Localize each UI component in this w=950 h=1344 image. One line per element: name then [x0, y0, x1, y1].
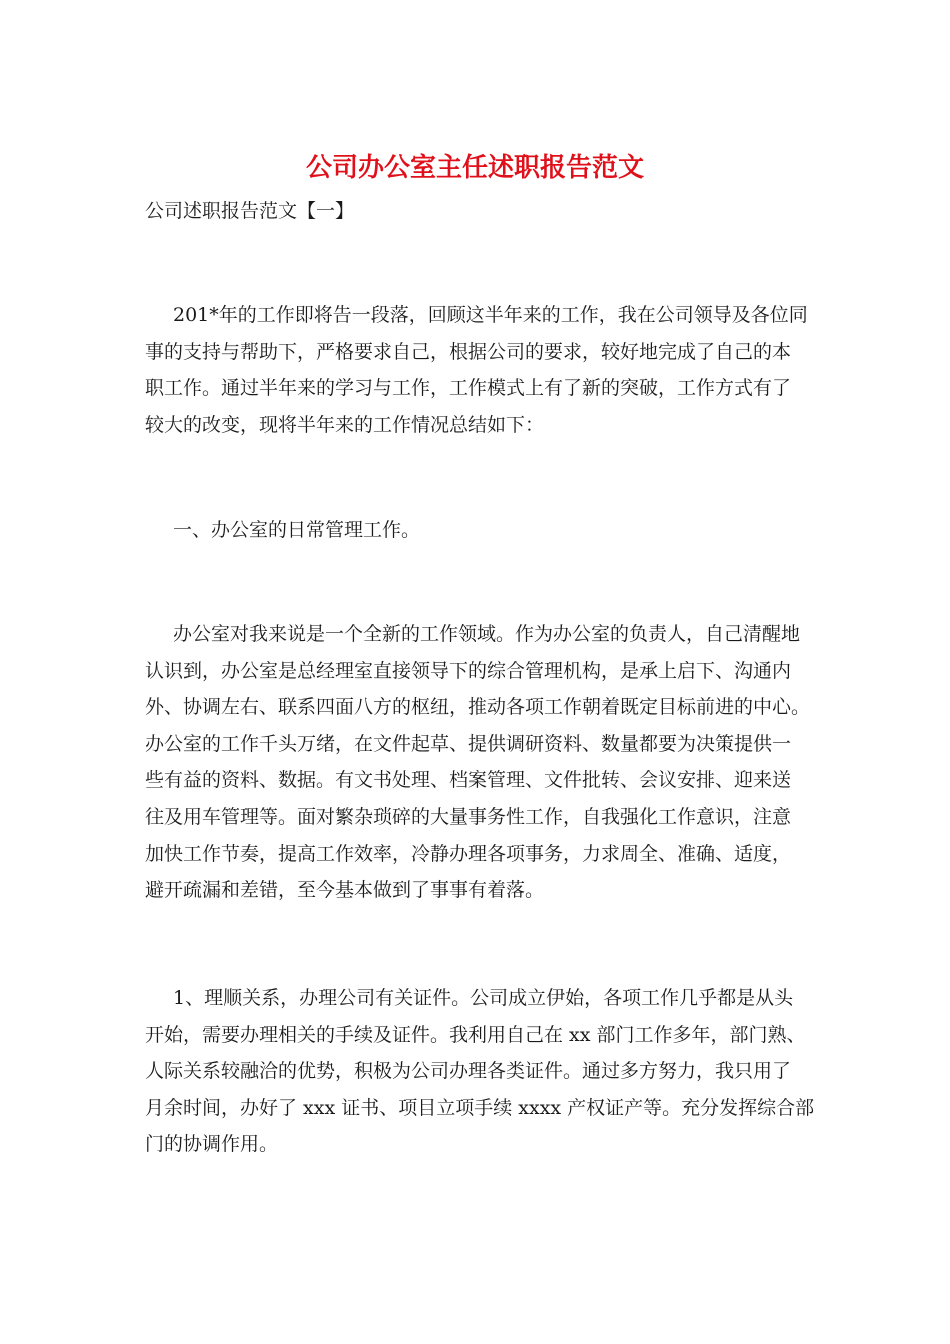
paragraph-intro	[145, 297, 810, 443]
paragraph-line: 门的协调作用。	[145, 1133, 279, 1156]
paragraph-line: 职工作。通过半年来的学习与工作，工作模式上有了新的突破，工作方式有了	[145, 377, 792, 400]
paragraph-certificates	[145, 980, 815, 1163]
section-heading-daily-management	[145, 512, 810, 549]
paragraph-line: 月余时间，办好了 xxx 证书、项目立项手续 xxxx 产权证产等。充分发挥综合部	[145, 1096, 815, 1119]
paragraph-office-role	[145, 616, 810, 909]
paragraph-line: 人际关系较融洽的优势，积极为公司办理各类证件。通过多方努力，我只用了	[145, 1060, 792, 1083]
paragraph-line: 办公室的工作千头万绪，在文件起草、提供调研资料、数量都要为决策提供一	[145, 732, 792, 755]
document-title: 公司办公室主任述职报告范文	[305, 153, 644, 183]
paragraph-line: 开始，需要办理相关的手续及证件。我利用自己在 xx 部门工作多年，部门熟、	[145, 1023, 806, 1046]
paragraph-line: 较大的改变，现将半年来的工作情况总结如下：	[145, 413, 545, 436]
paragraph-line: 避开疏漏和差错，至今基本做到了事事有着落。	[145, 879, 545, 902]
document-subtitle: 公司述职报告范文【一】	[145, 200, 355, 222]
paragraph-line: 办公室对我来说是一个全新的工作领域。作为办公室的负责人，自己清醒地	[173, 623, 801, 645]
paragraph-line: 外、协调左右、联系四面八方的枢纽，推动各项工作朝着既定目标前进的中心。	[145, 696, 811, 719]
paragraph-line: 加快工作节奏，提高工作效率，冷静办理各项事务，力求周全、准确、适度，	[145, 842, 792, 865]
paragraph-line: 认识到，办公室是总经理室直接领导下的综合管理机构，是承上启下、沟通内	[145, 659, 792, 682]
paragraph-line: 些有益的资料、数据。有文书处理、档案管理、文件批转、会议安排、迎来送	[145, 769, 792, 792]
paragraph-line: 1、理顺关系，办理公司有关证件。公司成立伊始，各项工作几乎都是从头	[173, 987, 794, 1009]
paragraph-line: 201*年的工作即将告一段落，回顾这半年来的工作，我在公司领导及各位同	[173, 304, 808, 326]
paragraph-line: 事的支持与帮助下，严格要求自己，根据公司的要求，较好地完成了自己的本	[145, 340, 792, 363]
paragraph-line: 往及用车管理等。面对繁杂琐碎的大量事务性工作，自我强化工作意识，注意	[145, 805, 792, 828]
section-heading-line: 一、办公室的日常管理工作。	[173, 519, 421, 541]
